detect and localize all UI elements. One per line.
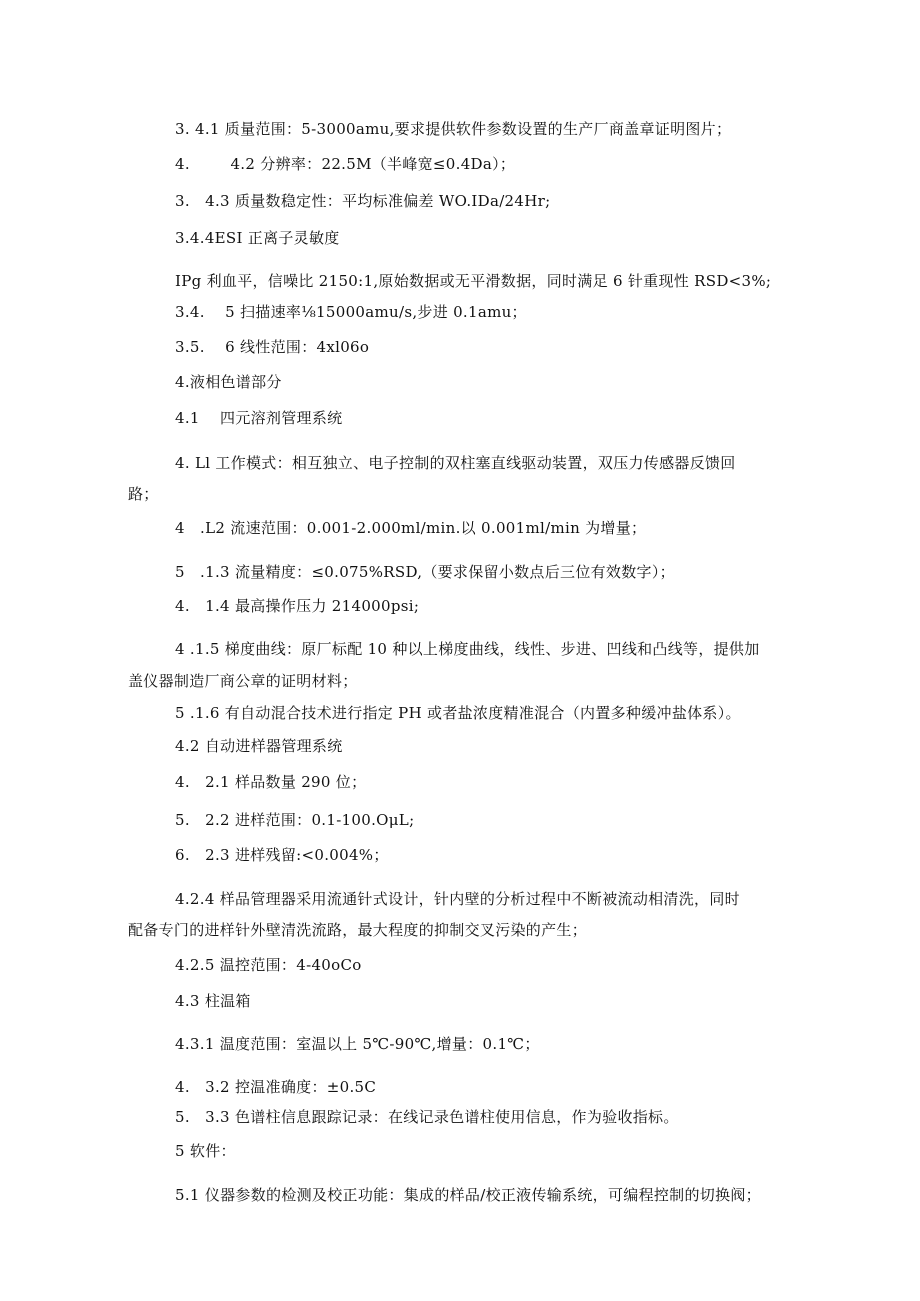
text-line: 3.5. 6 线性范围：4xl06o <box>175 338 370 356</box>
text-line: 5.1 仪器参数的检测及校正功能：集成的样品/校正液传输系统，可编程控制的切换阀； <box>175 1186 761 1204</box>
text-line: 4.1 四元溶剂管理系统 <box>175 409 343 427</box>
text-line: 4.2.4 样品管理器采用流通针式设计，针内壁的分析过程中不断被流动相清洗，同时 <box>175 890 740 908</box>
text-line: 4 .L2 流速范围：0.001-2.000ml/min.以 0.001ml/min 为增量； <box>175 519 647 537</box>
text-line: 3. 4.1 质量范围：5-3000amu,要求提供软件参数设置的生产厂商盖章证明图片； <box>175 120 732 138</box>
text-line: 4.2 自动进样器管理系统 <box>175 737 343 755</box>
text-line: 4. 2.1 样品数量 290 位； <box>175 773 367 791</box>
text-line: 5. 3.3 色谱柱信息跟踪记录：在线记录色谱柱使用信息，作为验收指标。 <box>175 1108 679 1126</box>
text-line: 4.3 柱温箱 <box>175 992 251 1010</box>
text-line: 3.4. 5 扫描速率⅛15000amu/s,步进 0.1amu； <box>175 303 527 321</box>
text-line: 4.2.5 温控范围：4-40oCo <box>175 956 362 974</box>
text-line: 4. 3.2 控温准确度：±0.5C <box>175 1078 377 1096</box>
text-line: 3.4.4ESI 正离子灵敏度 <box>175 229 340 247</box>
text-line: 5 .1.6 有自动混合技术进行指定 PH 或者盐浓度精准混合（内置多种缓冲盐体系）。 <box>175 704 741 722</box>
text-line: IPg 利血平，信噪比 2150:1,原始数据或无平滑数据，同时满足 6 针重现性 RSD<3%; <box>175 272 772 290</box>
text-line: 4. 1.4 最高操作压力 214000psi; <box>175 597 420 615</box>
text-line: 配备专门的进样针外壁清洗流路，最大程度的抑制交叉污染的产生； <box>128 921 588 939</box>
text-line: 5. 2.2 进样范围：0.1-100.OμL; <box>175 811 415 829</box>
text-line: 3. 4.3 质量数稳定性：平均标准偏差 WO.IDa/24Hr; <box>175 192 551 210</box>
text-line: 5 软件： <box>175 1142 236 1160</box>
text-line: 4.液相色谱部分 <box>175 373 282 391</box>
text-line: 4 .1.5 梯度曲线：原厂标配 10 种以上梯度曲线，线性、步进、凹线和凸线等，提供加 <box>175 640 760 658</box>
text-line: 路； <box>128 485 159 503</box>
text-line: 4. 4.2 分辨率：22.5M（半峰宽≤0.4Da）； <box>175 155 516 173</box>
text-line: 4.3.1 温度范围：室温以上 5℃-90℃,增量：0.1℃； <box>175 1035 540 1053</box>
text-line: 5 .1.3 流量精度：≤0.075%RSD,（要求保留小数点后三位有效数字）； <box>175 563 675 581</box>
text-line: 4. Ll 工作模式：相互独立、电子控制的双柱塞直线驱动装置，双压力传感器反馈回 <box>175 454 736 472</box>
text-line: 盖仪器制造厂商公章的证明材料； <box>128 672 358 690</box>
text-line: 6. 2.3 进样残留:<0.004%； <box>175 846 389 864</box>
